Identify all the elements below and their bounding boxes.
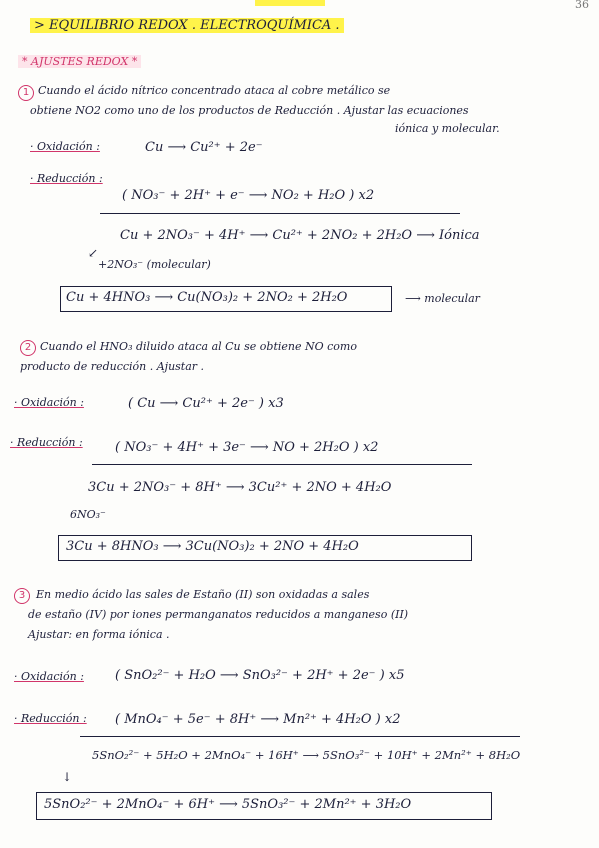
problem-3-text-line2: de estaño (IV) por iones permanganatos reducidos a manganeso (II) xyxy=(28,608,409,621)
problem-2-ionic-equation: 3Cu + 2NO₃⁻ + 8H⁺ ⟶ 3Cu²⁺ + 2NO + 4H₂O xyxy=(88,480,392,495)
problem-2-oxidation-equation: ( Cu ⟶ Cu²⁺ + 2e⁻ ) x3 xyxy=(128,396,284,411)
problem-1-molecular-equation: Cu + 4HNO₃ ⟶ Cu(NO₃)₂ + 2NO₂ + 2H₂O xyxy=(66,290,348,305)
problem-1-text-line2: obtiene NO2 como uno de los productos de Reducción . Ajustar las ecuaciones xyxy=(30,104,469,117)
problem-2-molecular-equation: 3Cu + 8HNO₃ ⟶ 3Cu(NO₃)₂ + 2NO + 4H₂O xyxy=(66,539,359,554)
problem-3-oxidation-label: · Oxidación : xyxy=(14,670,84,683)
problem-3-arrow-icon: ↓ xyxy=(62,770,73,784)
problem-3-number: 3 xyxy=(14,588,30,604)
page-number: 36 xyxy=(575,0,589,11)
problem-1-reduction-equation: ( NO₃⁻ + 2H⁺ + e⁻ ⟶ NO₂ + H₂O ) x2 xyxy=(122,188,375,203)
problem-1-text-line1: Cuando el ácido nítrico concentrado ataca al cobre metálico se xyxy=(38,84,391,97)
problem-1-oxidation-label: · Oxidación : xyxy=(30,140,100,153)
problem-1-ionic-equation: Cu + 2NO₃⁻ + 4H⁺ ⟶ Cu²⁺ + 2NO₂ + 2H₂O ⟶ Iónica xyxy=(120,228,480,243)
problem-1-oxidation-equation: Cu ⟶ Cu²⁺ + 2e⁻ xyxy=(145,140,263,155)
problem-3-reduction-equation: ( MnO₄⁻ + 5e⁻ + 8H⁺ ⟶ Mn²⁺ + 4H₂O ) x2 xyxy=(115,712,401,727)
problem-1-sum-line xyxy=(100,213,460,214)
problem-1-note: +2NO₃⁻ (molecular) xyxy=(98,258,211,271)
problem-3-reduction-label: · Reducción : xyxy=(14,712,87,725)
problem-1-arrow-icon: ↙ xyxy=(88,246,99,260)
problem-2-reduction-equation: ( NO₃⁻ + 4H⁺ + 3e⁻ ⟶ NO + 2H₂O ) x2 xyxy=(115,440,379,455)
problem-3-text-line3: Ajustar: en forma iónica . xyxy=(28,628,170,641)
page-title: > EQUILIBRIO REDOX . ELECTROQUÍMICA . xyxy=(30,18,344,33)
problem-2-text-line1: Cuando el HNO₃ diluido ataca al Cu se obtiene NO como xyxy=(40,340,357,353)
problem-1-molecular-tag: ⟶ molecular xyxy=(405,292,480,305)
problem-1-reduction-label: · Reducción : xyxy=(30,172,103,185)
problem-2-number: 2 xyxy=(20,340,36,356)
section-subtitle: * AJUSTES REDOX * xyxy=(18,55,141,68)
problem-1-text-line3: iónica y molecular. xyxy=(395,122,500,135)
problem-3-ionic-equation: 5SnO₂²⁻ + 5H₂O + 2MnO₄⁻ + 16H⁺ ⟶ 5SnO₃²⁻ + 10H⁺ + 2Mn²⁺ + 8H₂O xyxy=(92,748,521,762)
problem-2-text-line2: producto de reducción . Ajustar . xyxy=(20,360,205,373)
problem-2-oxidation-label: · Oxidación : xyxy=(14,396,84,409)
problem-2-sum-line xyxy=(92,464,472,465)
top-highlight-mark xyxy=(255,0,325,6)
problem-1-number: 1 xyxy=(18,85,34,101)
problem-3-final-equation: 5SnO₂²⁻ + 2MnO₄⁻ + 6H⁺ ⟶ 5SnO₃²⁻ + 2Mn²⁺ + 3H₂O xyxy=(44,797,412,812)
problem-3-oxidation-equation: ( SnO₂²⁻ + H₂O ⟶ SnO₃²⁻ + 2H⁺ + 2e⁻ ) x5 xyxy=(115,668,405,683)
problem-3-text-line1: En medio ácido las sales de Estaño (II) son oxidadas a sales xyxy=(36,588,370,601)
problem-3-sum-line xyxy=(80,736,520,737)
problem-2-reduction-label: · Reducción : xyxy=(10,436,83,449)
problem-2-note: 6NO₃⁻ xyxy=(70,508,106,521)
